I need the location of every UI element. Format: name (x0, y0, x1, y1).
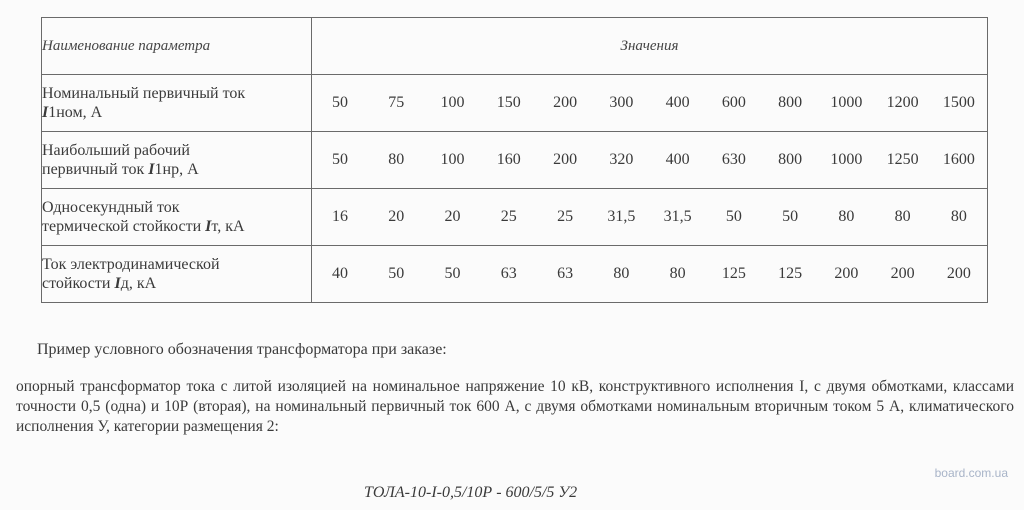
example-description: опорный трансформатор тока с литой изоляцией на номинальное напряжение 10 кВ, конструктивного исполнения I, с двумя обмотками, классами точности 0,5 (одна) и 10Р (вторая), на номинальный первичный ток 600 А, с двумя обмотками номинальным вторичным током 5 А, климатического исполнения У, категории размещения 2: (16, 378, 1014, 435)
watermark: board.com.ua (934, 466, 1008, 480)
value-cell: 50 (782, 208, 799, 225)
value-cell: 75 (388, 94, 405, 111)
value-cell: 600 (721, 94, 746, 111)
row-name-line1: Наибольший рабочий (42, 142, 190, 159)
value-cell: 80 (894, 208, 911, 225)
value-cell: 50 (725, 208, 742, 225)
value-cell: 31,5 (607, 208, 636, 225)
transformer-designation: ТОЛА-10-I-0,5/10Р - 600/5/5 У2 (364, 484, 578, 501)
value-cell: 1200 (886, 94, 919, 111)
value-cell: 80 (613, 265, 630, 282)
row-name-line2: 1ном, А (48, 104, 103, 121)
table-row (42, 189, 988, 246)
header-parameter-name: Наименование параметра (42, 18, 312, 75)
parameters-table (41, 17, 988, 303)
value-cell: 50 (444, 265, 461, 282)
value-cell: 80 (950, 208, 967, 225)
value-cell: 1600 (942, 151, 975, 168)
row-name-line2-prefix: термической стойкости (42, 218, 206, 235)
value-cell: 200 (890, 265, 915, 282)
value-cell: 20 (444, 208, 461, 225)
value-cell: 400 (665, 94, 690, 111)
row-values (312, 132, 988, 189)
value-cell: 320 (609, 151, 634, 168)
row-name-line2: д, кА (120, 275, 157, 292)
row-name-line2-prefix: первичный ток (42, 161, 149, 178)
table-header-row (42, 18, 988, 75)
row-values (312, 189, 988, 246)
value-cell: 31,5 (663, 208, 692, 225)
table-row (42, 75, 988, 132)
row-name-line2: 1нр, А (154, 161, 199, 178)
row-values (312, 75, 988, 132)
value-cell: 25 (557, 208, 574, 225)
current-symbol: I (148, 161, 155, 178)
value-cell: 200 (834, 265, 859, 282)
value-cell: 80 (388, 151, 405, 168)
value-cell: 1250 (886, 151, 919, 168)
value-cell: 160 (496, 151, 521, 168)
value-cell: 150 (496, 94, 521, 111)
current-symbol: I (205, 218, 212, 235)
row-name-rated-primary-current (42, 75, 312, 132)
row-name-line2-prefix: стойкости (42, 275, 115, 292)
value-cell: 300 (609, 94, 634, 111)
example-title: Пример условного обозначения трансформатора при заказе: (37, 341, 447, 358)
value-cell: 100 (440, 94, 465, 111)
value-cell: 800 (778, 151, 803, 168)
value-cell: 200 (553, 94, 578, 111)
current-symbol: I (114, 275, 121, 292)
row-name-thermal-current (42, 189, 312, 246)
value-cell: 25 (500, 208, 517, 225)
value-cell: 400 (665, 151, 690, 168)
value-cell: 63 (557, 265, 574, 282)
value-cell: 125 (778, 265, 803, 282)
table-row (42, 132, 988, 189)
value-cell: 200 (946, 265, 971, 282)
value-cell: 100 (440, 151, 465, 168)
value-cell: 125 (721, 265, 746, 282)
value-cell: 63 (500, 265, 517, 282)
row-name-line1: Односекундный ток (42, 199, 180, 216)
value-cell: 1000 (830, 94, 863, 111)
value-cell: 50 (332, 151, 348, 168)
value-cell: 80 (838, 208, 855, 225)
header-values: Значения (312, 18, 988, 75)
row-name-max-operating-current (42, 132, 312, 189)
value-cell: 80 (669, 265, 686, 282)
row-name-line1: Ток электродинамической (42, 256, 220, 273)
row-name-electrodynamic-current (42, 246, 312, 303)
value-cell: 800 (778, 94, 803, 111)
row-values (312, 246, 988, 303)
value-cell: 40 (332, 265, 348, 282)
row-name-line2: т, кА (211, 218, 245, 235)
value-cell: 630 (721, 151, 746, 168)
table-row (42, 246, 988, 303)
value-cell: 50 (332, 94, 348, 111)
value-cell: 200 (553, 151, 578, 168)
value-cell: 1000 (830, 151, 863, 168)
value-cell: 16 (332, 208, 348, 225)
value-cell: 50 (388, 265, 405, 282)
value-cell: 20 (388, 208, 405, 225)
value-cell: 1500 (942, 94, 975, 111)
row-name-line1: Номинальный первичный ток (42, 85, 246, 102)
current-symbol: I (42, 104, 49, 121)
